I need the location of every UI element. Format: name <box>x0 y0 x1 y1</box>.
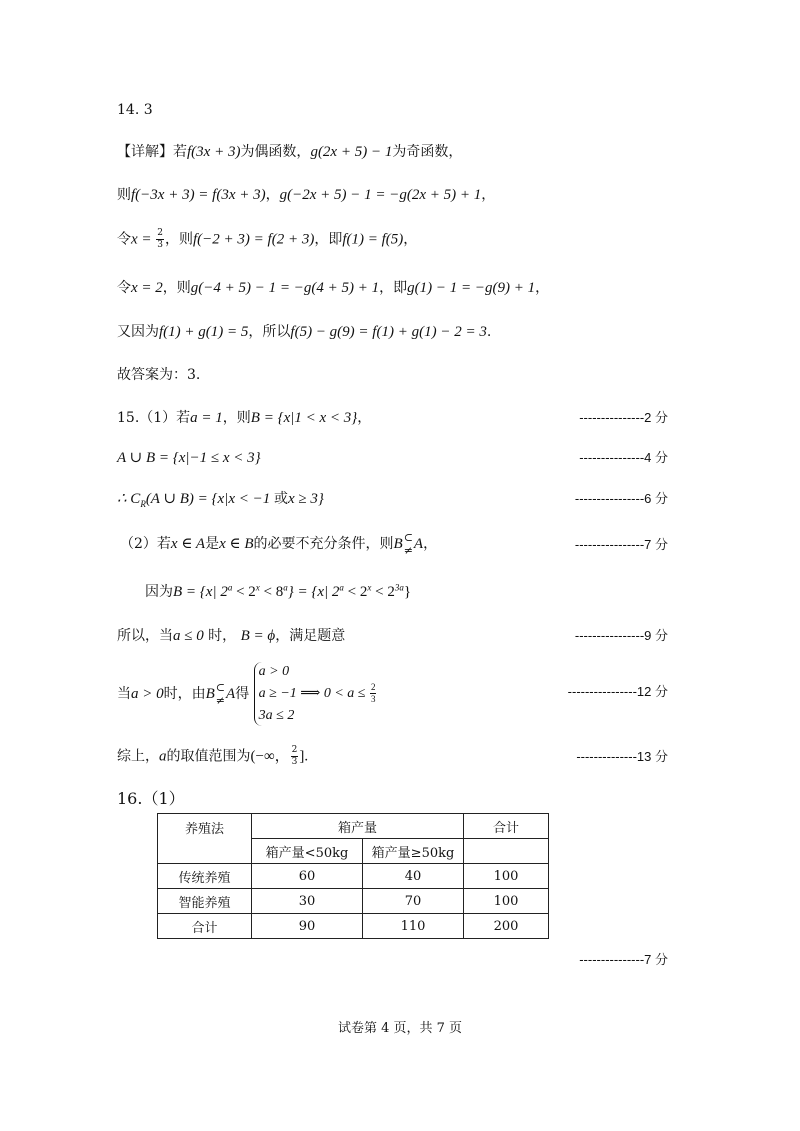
text: ，满足题意 <box>275 628 346 644</box>
text: ，则 <box>162 280 191 296</box>
math: f(5) − g(9) = f(1) + g(1) − 2 = 3 <box>290 324 487 340</box>
cell: 60 <box>252 864 363 889</box>
math: B = {x| 2 <box>173 584 228 600</box>
cell: 200 <box>464 914 549 939</box>
not-equal: ≠ <box>403 544 413 557</box>
fraction <box>156 228 164 251</box>
fraction <box>370 682 377 705</box>
math: x ∈ B <box>219 536 254 552</box>
text: 时，由 <box>163 686 206 702</box>
math: (A ∪ B) = {x|x < −1 <box>145 491 274 507</box>
text: ， <box>423 536 438 552</box>
math: ]. <box>299 748 309 765</box>
text: 15.（1）若 <box>117 410 191 426</box>
math: A <box>413 536 424 552</box>
math: x ∈ A <box>170 536 206 552</box>
text: ， <box>265 187 280 203</box>
math: x ≥ 3} <box>287 491 324 507</box>
header-cell: 合计 <box>464 814 549 839</box>
score-mark: ---------------7 分 <box>579 952 668 967</box>
text: . <box>486 324 492 340</box>
score-mark: ----------------12 分 <box>567 684 668 699</box>
text: ，所以 <box>248 324 291 340</box>
text: ， <box>403 231 418 248</box>
system-row: 3a ≤ 2 <box>258 708 295 723</box>
math: } <box>403 584 412 600</box>
header-cell: 箱产量≥50kg <box>363 839 464 864</box>
text: ，则 <box>165 231 194 248</box>
text: 当 <box>117 686 131 702</box>
score-mark: --------------13 分 <box>576 749 668 764</box>
exponent: 3a <box>394 582 404 593</box>
denominator: 3 <box>291 757 298 767</box>
cell: 100 <box>464 864 549 889</box>
q15-line-7 <box>117 662 377 726</box>
score-mark: ----------------7 分 <box>574 537 668 552</box>
q15-line-2: A ∪ B = {x|−1 ≤ x < 3} <box>117 450 261 466</box>
exponent: x <box>367 582 372 593</box>
q14-line-4 <box>117 278 549 298</box>
text: ，即 <box>314 231 343 248</box>
header-cell: 养殖法 <box>158 814 252 864</box>
table-row <box>158 914 549 939</box>
q15-line-6 <box>117 626 345 646</box>
subscript: R <box>140 498 146 509</box>
q14-line-5 <box>117 322 491 342</box>
subset: ⊂ <box>403 531 413 544</box>
text: 为偶函数， <box>240 144 311 160</box>
q15-line-4 <box>120 531 437 557</box>
cell: 110 <box>363 914 464 939</box>
q14-answer: 14. 3 <box>117 102 153 118</box>
table-row <box>158 864 549 889</box>
text: ，则 <box>222 410 251 426</box>
text: 所以，当 <box>117 628 173 644</box>
math: x = <box>131 231 156 248</box>
q15-line-8 <box>117 745 308 768</box>
text: ， <box>357 410 372 426</box>
math: g(2x + 5) − 1 <box>310 144 393 160</box>
cell: 40 <box>363 864 464 889</box>
denominator: 3 <box>370 694 376 705</box>
text: 的必要不充分条件，则 <box>253 536 394 552</box>
page-footer: 试卷第 4 页，共 7 页 <box>337 1021 463 1036</box>
fraction <box>291 745 299 768</box>
text: 令 <box>117 280 131 296</box>
cell: 传统养殖 <box>158 864 252 889</box>
math: a ≥ −1 ⟹ 0 < a ≤ <box>258 686 369 701</box>
q16-label: 16.（1） <box>117 789 185 808</box>
math: B = ϕ <box>240 628 276 644</box>
math: A <box>226 686 236 702</box>
score-mark: ----------------9 分 <box>574 628 668 643</box>
math: B <box>393 536 403 552</box>
cell: 合计 <box>158 914 252 939</box>
text: 综上， <box>117 748 159 765</box>
proper-subset-symbol <box>404 531 413 557</box>
text: 或 <box>273 491 288 507</box>
math: f(3x + 3) <box>187 144 241 160</box>
math: f(1) + g(1) = 5 <box>159 324 249 340</box>
math: < 8 <box>259 584 284 600</box>
text: 因为 <box>145 584 173 600</box>
text: 为奇函数， <box>392 144 463 160</box>
math: ∴ C <box>117 491 141 507</box>
cell: 智能养殖 <box>158 889 252 914</box>
math: < 2 <box>232 584 256 600</box>
math: a = 1 <box>190 410 223 426</box>
exponent: a <box>283 582 288 593</box>
text: ，即 <box>379 280 408 296</box>
math: B <box>205 686 215 702</box>
cell: 90 <box>252 914 363 939</box>
cell: 30 <box>252 889 363 914</box>
text: 的取值范围为 <box>166 748 251 765</box>
math: a > 0 <box>131 686 164 702</box>
exponent: a <box>339 582 344 593</box>
score-mark: ----------------6 分 <box>574 491 668 506</box>
subset: ⊂ <box>215 681 226 694</box>
math: a <box>159 748 167 765</box>
header-cell: 箱产量<50kg <box>252 839 363 864</box>
math: < 2 <box>343 584 368 600</box>
score-mark: ---------------4 分 <box>579 450 668 465</box>
text: 令 <box>117 231 131 248</box>
empty-cell <box>464 839 549 864</box>
math: f(−2 + 3) = f(2 + 3) <box>193 231 315 248</box>
q14-conclusion: 故答案为：3. <box>117 367 201 383</box>
numerator: 2 <box>157 228 164 238</box>
exponent: a <box>227 582 233 593</box>
q14-line-1 <box>117 142 462 162</box>
q14-line-3 <box>117 228 417 251</box>
cell: 100 <box>464 889 549 914</box>
math: < 2 <box>371 584 395 600</box>
math: } = {x| 2 <box>287 584 340 600</box>
text: 时， <box>203 628 241 644</box>
math: g(−2x + 5) − 1 = −g(2x + 5) + 1 <box>279 187 482 203</box>
math: B = {x|1 < x < 3} <box>250 410 358 426</box>
proper-subset-symbol <box>216 681 225 707</box>
q15-line-3 <box>117 489 324 509</box>
not-equal: ≠ <box>215 694 226 707</box>
math: g(1) − 1 = −g(9) + 1 <box>407 280 536 296</box>
score-mark: ---------------2 分 <box>579 410 668 425</box>
math: x = 2 <box>131 280 163 296</box>
q15-line-1 <box>117 408 371 428</box>
contingency-table <box>157 813 549 939</box>
text: 是 <box>205 536 220 552</box>
math: (−∞， <box>250 748 290 765</box>
table-row <box>158 889 549 914</box>
text: 若 <box>173 144 187 160</box>
detail-label: 【详解】 <box>117 144 173 160</box>
q14-line-2 <box>117 185 495 205</box>
text: ， <box>535 280 550 296</box>
math: a ≤ 0 <box>173 628 204 644</box>
math: g(−4 + 5) − 1 = −g(4 + 5) + 1 <box>190 280 380 296</box>
text: ， <box>481 187 496 203</box>
text: （2）若 <box>120 536 171 552</box>
math: f(−3x + 3) = f(3x + 3) <box>131 187 266 203</box>
system-row: a > 0 <box>258 664 290 679</box>
math: f(1) = f(5) <box>342 231 404 248</box>
numerator: 2 <box>291 745 298 755</box>
q15-line-5 <box>145 582 411 602</box>
denominator: 3 <box>157 240 164 250</box>
table-header-row <box>158 814 549 839</box>
header-cell: 箱产量 <box>252 814 464 839</box>
inequality-system <box>254 662 378 726</box>
numerator: 2 <box>370 682 376 693</box>
text: 得 <box>235 686 250 702</box>
system-row <box>259 682 378 706</box>
text: 则 <box>117 187 131 203</box>
exponent: x <box>255 582 260 593</box>
text: 又因为 <box>117 324 159 340</box>
cell: 70 <box>363 889 464 914</box>
